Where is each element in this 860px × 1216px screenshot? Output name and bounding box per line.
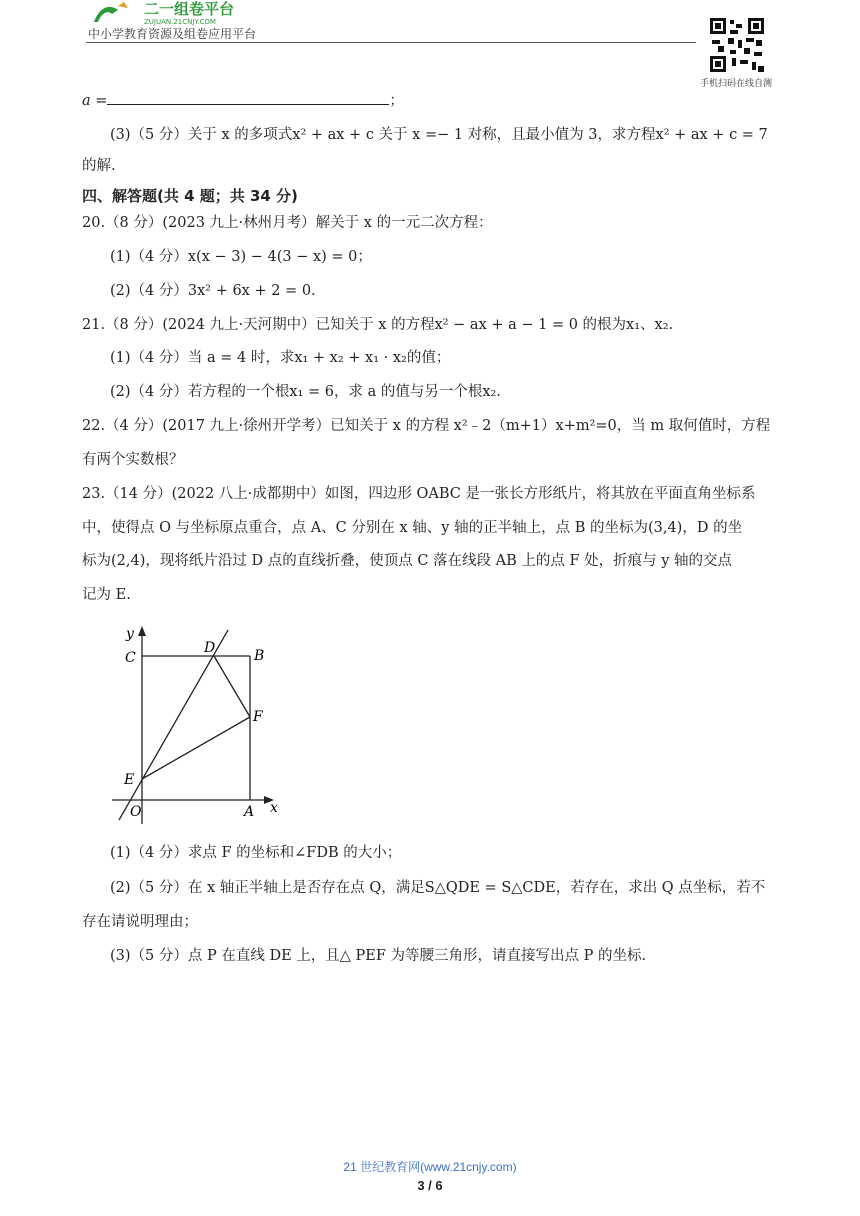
q23-part2: (2)（5 分）在 x 轴正半轴上是否存在点 Q，满足S△QDE = S△CDE，若存在，求出 Q 点坐标，若不: [110, 880, 766, 896]
q22-stem-cont: 有两个实数根？: [82, 452, 184, 468]
label-C: C: [125, 650, 136, 666]
segment-EF: [142, 717, 250, 779]
q20-part2: (2)（4 分）3x² + 6x + 2 = 0.: [110, 283, 316, 299]
answer-line-a: a = ；: [82, 90, 404, 111]
q23-stem-cont2: 标为(2,4)，现将纸片沿过 D 点的直线折叠，使顶点 C 落在线段 AB 上的点 F 处，折痕与 y 轴的交点: [82, 553, 733, 569]
label-A: A: [244, 804, 255, 820]
q19-part3: (3)（5 分）关于 x 的多项式x² + ax + c 关于 x =− 1 对称，且最小值为 3，求方程x² + ax + c = 7: [110, 127, 768, 143]
geometry-figure: [110, 624, 290, 830]
q23-part3: (3)（5 分）点 P 在直线 DE 上，且△ PEF 为等腰三角形，请直接写出点 P 的坐标.: [110, 948, 647, 964]
label-D: D: [204, 640, 216, 656]
qr-code-icon[interactable]: [708, 16, 766, 74]
q23-stem-cont3: 记为 E.: [82, 587, 131, 603]
svg-text:ZUJUAN.21CNJY.COM: ZUJUAN.21CNJY.COM: [144, 18, 216, 26]
segment-DF: [214, 656, 250, 717]
y-axis-arrow: [138, 626, 146, 636]
site-logo: [88, 0, 278, 26]
section-heading: 四、解答题(共 4 题；共 34 分): [82, 187, 298, 205]
header-subtitle: 中小学教育资源及组卷应用平台: [88, 27, 257, 41]
q23-stem-cont1: 中，使得点 O 与坐标原点重合，点 A、C 分别在 x 轴、y 轴的正半轴上，点 B 的坐标为(3,4)，D 的坐: [82, 520, 743, 536]
q21-part1: (1)（4 分）当 a = 4 时，求x₁ + x₂ + x₁ · x₂的值；: [110, 350, 451, 366]
q23-stem: 23.（14 分）(2022 八上·成都期中）如图，四边形 OABC 是一张长方形纸片，将其放在平面直角坐标系: [82, 486, 756, 502]
qr-caption: 手机扫码在线自测: [700, 79, 773, 89]
q21-part2: (2)（4 分）若方程的一个根x₁ = 6，求 a 的值与另一个根x₂.: [110, 384, 501, 400]
page-number: 3 / 6: [417, 1178, 443, 1193]
q21-stem: 21.（8 分）(2024 九上·天河期中）已知关于 x 的方程x² − ax + a − 1 = 0 的根为x₁、x₂.: [82, 317, 674, 333]
label-B: B: [254, 648, 265, 664]
label-O: O: [130, 804, 142, 820]
q23-part2-cont: 存在请说明理由；: [82, 914, 198, 930]
q22-stem: 22.（4 分）(2017 九上·徐州开学考）已知关于 x 的方程 x²﹣2（m+1）x+m²=0，当 m 取何值时，方程: [82, 418, 771, 434]
q23-part1: (1)（4 分）求点 F 的坐标和∠FDB 的大小；: [110, 845, 402, 861]
q20-stem: 20.（8 分）(2023 九上·林州月考）解关于 x 的一元二次方程：: [82, 215, 493, 231]
label-E: E: [124, 772, 135, 788]
label-F: F: [253, 709, 263, 725]
svg-text:二一组卷平台: 二一组卷平台: [144, 0, 235, 18]
label-y: y: [126, 626, 134, 642]
q19-part3-tail: 的解.: [82, 158, 116, 174]
label-x: x: [270, 800, 278, 816]
footer-site-link[interactable]: 21 世纪教育网(www.21cnjy.com): [343, 1160, 517, 1174]
answer-blank[interactable]: [107, 90, 389, 105]
header-divider: [86, 42, 696, 43]
q20-part1: (1)（4 分）x(x − 3) − 4(3 − x) = 0；: [110, 249, 372, 265]
